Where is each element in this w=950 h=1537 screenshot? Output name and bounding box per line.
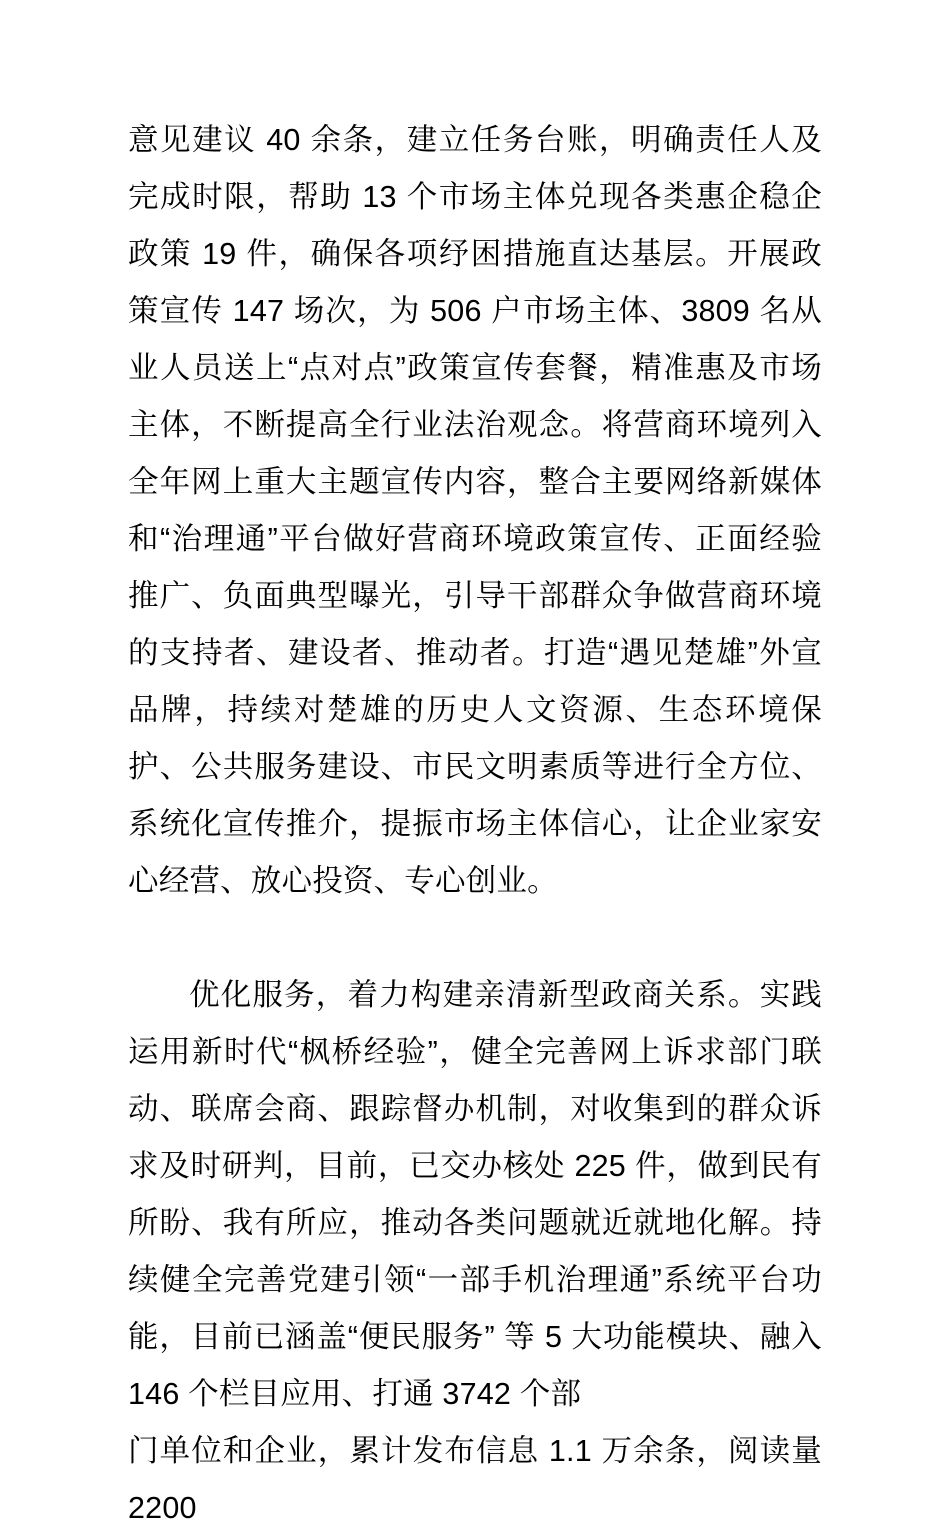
paragraph-spacer <box>128 910 822 967</box>
paragraph-2: 优化服务，着力构建亲清新型政商关系。实践运用新时代“枫桥经验”，健全完善网上诉求部门联动、联席会商、跟踪督办机制，对收集到的群众诉求及时研判，目前，已交办核处 225 件，做到民有所盼、我有所应，推动各类问题就近就地化解。持续健全完善党建引领“一部手机治理通”系统平台功能，目前已涵盖“便民服务” 等 5 大功能模块、融入 146 个栏目应用、打通 3742 个部 <box>128 978 822 1411</box>
paragraph-3: 门单位和企业，累计发布信息 1.1 万余条，阅读量 2200 <box>128 1434 822 1525</box>
document-body <box>128 112 822 1537</box>
paragraph-1: 意见建议 40 余条，建立任务台账，明确责任人及完成时限，帮助 13 个市场主体兑现各类惠企稳企政策 19 件，确保各项纾困措施直达基层。开展政策宣传 147 场次，为 506 户市场主体、3809 名从业人员送上“点对点”政策宣传套餐，精准惠及市场主体，不断提高全行业法治观念。将营商环境列入全年网上重大主题宣传内容，整合主要网络新媒体和“治理通”平台做好营商环境政策宣传、正面经验推广、负面典型曝光，引导干部群众争做营商环境的支持者、建设者、推动者。打造“遇见楚雄”外宣品牌，持续对楚雄的历史人文资源、生态环境保护、公共服务建设、市民文明素质等进行全方位、系统化宣传推介，提振市场主体信心，让企业家安心经营、放心投资、专心创业。 <box>128 123 822 898</box>
